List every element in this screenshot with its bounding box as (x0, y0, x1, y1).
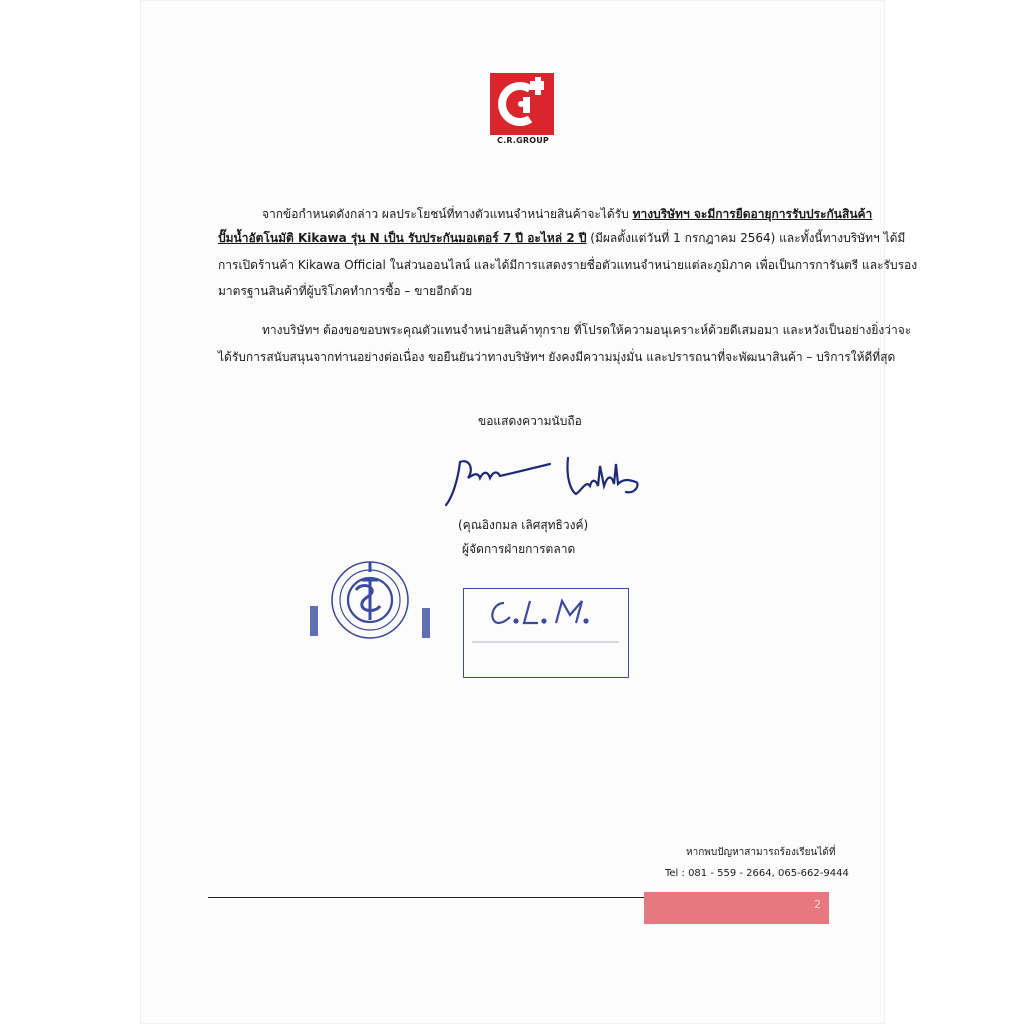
text-span: (มีผลตั้งแต่วันที่ 1 กรกฎาคม 2564) และทั้งนี้ทางบริษัทฯ ได้มี (586, 231, 906, 245)
emphasis-text: ทางบริษัทฯ จะมีการยืดอายุการรับประกันสินค้า (632, 207, 873, 221)
paragraph-2-line-1: ทางบริษัทฯ ต้องขอขอบพระคุณตัวแทนจำหน่ายสินค้าทุกราย ที่โปรดให้ความอนุเคราะห์ด้วยดีเสมอมา และหวังเป็นอย่างยิ่งว่าจะ (262, 323, 912, 337)
logo-mark (490, 73, 554, 135)
signer-name: (คุณอิงกมล เลิศสุทธิวงค์) (458, 518, 589, 532)
signature-icon (440, 450, 650, 515)
paragraph-2-line-2: ได้รับการสนับสนุนจากท่านอย่างต่อเนื่อง ขอยืนยันว่าทางบริษัทฯ ยังคงมีความมุ่งมั่น และปรารถนาที่จะพัฒนาสินค้า – บริการให้ดีที่สุด (218, 350, 896, 364)
paragraph-1-line-3: การเปิดร้านค้า Kikawa Official ในส่วนออนไลน์ และได้มีการแสดงรายชื่อตัวแทนจำหน่ายแต่ละภูมิภาค เพื่อเป็นการการันตรี และรับรอง (218, 258, 918, 272)
signer-title: ผู้จัดการฝ่ายการตลาด (462, 542, 576, 556)
contact-phone: Tel : 081 - 559 - 2664, 065-662-9444 (665, 868, 849, 879)
complaint-contact-label: หากพบปัญหาสามารถร้องเรียนได้ที่ (686, 847, 836, 858)
company-logo (490, 73, 554, 149)
round-company-seal (304, 560, 452, 660)
rectangular-company-stamp (463, 588, 629, 678)
footer-page-bar (644, 892, 829, 924)
footer-divider (208, 897, 644, 898)
page-number: 2 (814, 898, 821, 911)
cr-logo-icon (490, 73, 554, 135)
emphasis-text: ปั๊มน้ำอัตโนมัติ Kikawa รุ่น N เป็น รับประกันมอเตอร์ 7 ปี อะไหล่ 2 ปี (218, 231, 587, 245)
closing-salutation: ขอแสดงความนับถือ (478, 414, 582, 428)
stamp-icon (464, 589, 627, 676)
paragraph-1-line-4: มาตรฐานสินค้าที่ผู้บริโภคทำการซื้อ – ขายอีกด้วย (218, 284, 473, 298)
paragraph-1-line-1 (262, 202, 872, 226)
seal-icon (304, 560, 452, 660)
text-span: จากข้อกำหนดดังกล่าว ผลประโยชน์ที่ทางตัวแทนจำหน่ายสินค้าจะได้รับ (262, 207, 633, 221)
handwritten-signature (440, 450, 650, 515)
paragraph-1-line-2 (218, 226, 905, 250)
logo-company-name: C.R.GROUP (497, 136, 549, 145)
